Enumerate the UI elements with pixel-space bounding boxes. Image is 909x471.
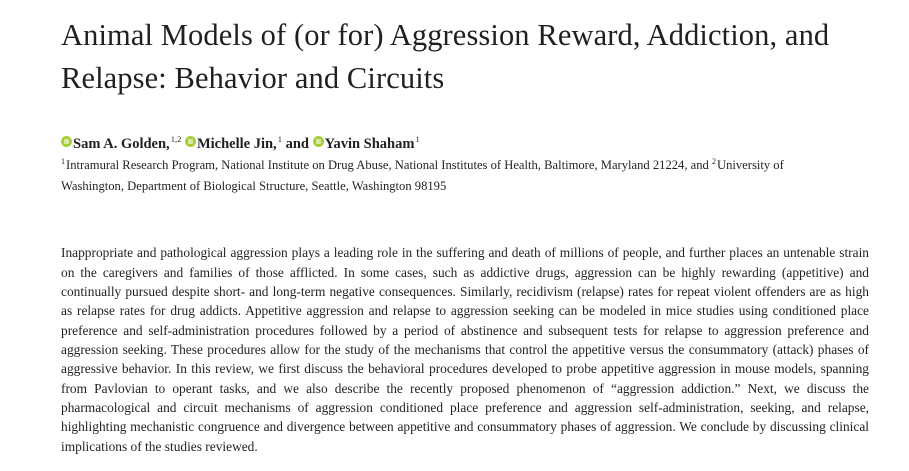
author-name: Yavin Shaham bbox=[324, 136, 415, 152]
affiliation-text: Intramural Research Program, National Institute on Drug Abuse, National Institutes of Health, Baltimore, Maryland 21224, and bbox=[66, 158, 712, 172]
author-affiliation-marker: 1 bbox=[277, 134, 282, 144]
author-name: Sam A. Golden, bbox=[73, 136, 170, 152]
affiliation-marker: 2 bbox=[711, 157, 716, 166]
author-name: Michelle Jin, bbox=[196, 136, 277, 152]
affiliation-text: University of Washington, Department of Biological Structure, Seattle, Washington 98195 bbox=[61, 158, 784, 193]
author-entry bbox=[61, 136, 185, 152]
author-separator: and bbox=[281, 136, 313, 152]
author-entry bbox=[185, 136, 313, 152]
author-affiliation-marker: 1,2 bbox=[170, 134, 182, 144]
affiliations bbox=[61, 151, 841, 197]
paper-title: Animal Models of (or for) Aggression Reward, Addiction, and Relapse: Behavior and Circuits bbox=[61, 18, 830, 95]
orcid-icon[interactable] bbox=[185, 136, 196, 147]
author-entry bbox=[313, 136, 420, 152]
orcid-icon[interactable] bbox=[61, 136, 72, 147]
author-affiliation-marker: 1 bbox=[415, 134, 420, 144]
orcid-icon[interactable] bbox=[313, 136, 324, 147]
abstract: Inappropriate and pathological aggression plays a leading role in the suffering and death of millions of people, and further places an untenable strain on the caregivers and families of those afflicted. In some cases, such as addictive drugs, aggression can be highly rewarding (appetitive) and continually pursued despite short- and long-term negative consequences. Similarly, recidivism (relapse) rates for repeat violent offenders are as high as relapse rates for drug addicts. Appetitive aggression and relapse to aggression seeking can be modeled in mice studies using conditioned place preference and self-administration procedures followed by a period of abstinence and subsequent tests for relapse to aggression preference and aggression seeking. These procedures allow for the study of the mechanisms that control the appetitive versus the consummatory (attack) phases of aggressive behavior. In this review, we first discuss the behavioral procedures developed to probe appetitive aggression in mouse models, spanning from Pavlovian to operant tasks, and we also describe the recently proposed phenomenon of “aggression addiction.” Next, we discuss the pharmacological and circuit mechanisms of aggression conditioned place preference and aggression self-administration, seeking, and relapse, highlighting mechanistic congruence and divergence between appetitive and consummatory phases of aggression. We conclude by discussing clinical implications of the studies reviewed. bbox=[61, 245, 869, 454]
affiliation-marker: 1 bbox=[61, 157, 65, 166]
